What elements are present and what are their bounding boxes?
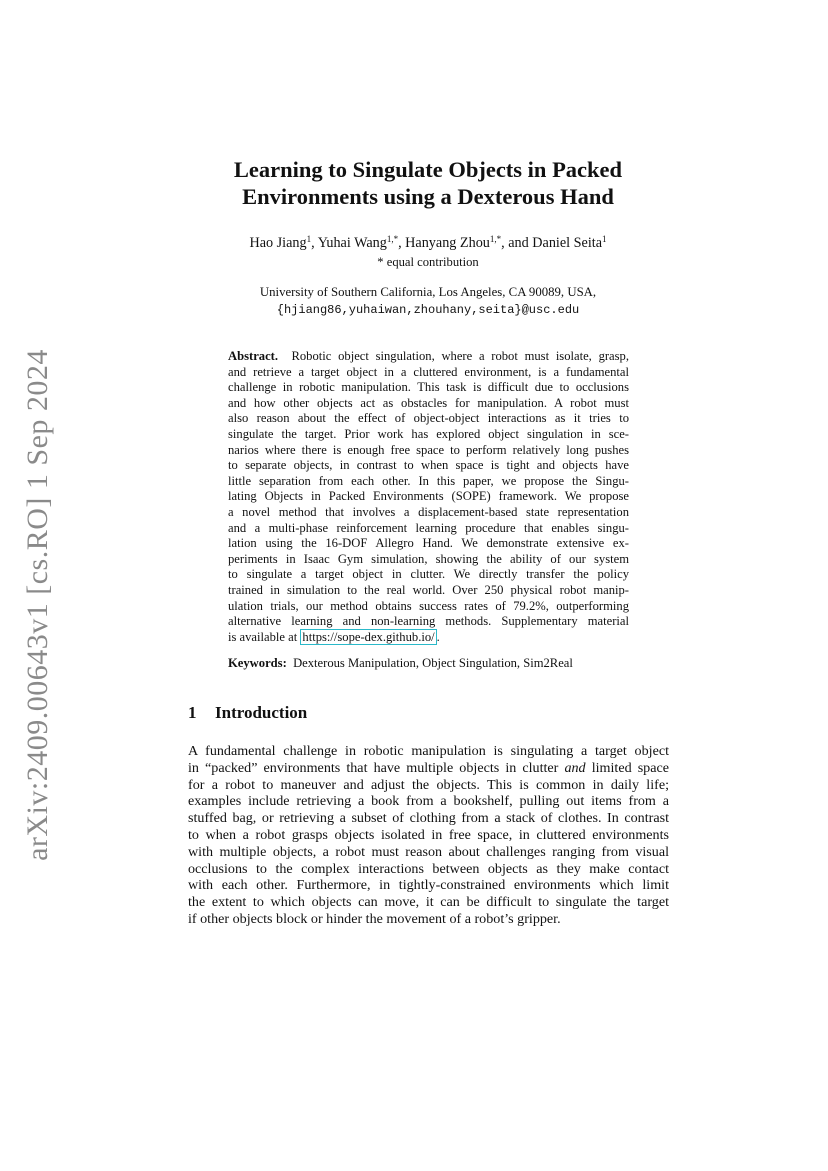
abstract-period: . <box>436 629 440 644</box>
abstract-line: to separate objects, in contrast to when space is tight and objects have <box>228 458 629 473</box>
keywords-line <box>228 656 629 671</box>
abstract-line: also reason about the effect of object-object interactions as it tries to <box>228 411 629 426</box>
abstract-line: alternative learning and non-learning methods. Supplementary material <box>228 614 629 629</box>
body-line: to when a robot grasps objects isolated in free space, in cluttered environments <box>188 826 669 843</box>
section-number: 1 <box>188 703 197 722</box>
title-line-1: Learning to Singulate Objects in Packed <box>233 157 623 182</box>
author-list: Hao Jiang$^1$, Yuhai Wang$^{1,*}$, Hanyang Zhou$^{1,*}$, and Daniel Seita$^1$ <box>249 234 607 251</box>
equal-contribution-note: * equal contribution <box>377 255 479 269</box>
author-affiliation-mark: 1 <box>602 234 607 244</box>
body-line: with each other. Furthermore, in tightly-constrained environments which limit <box>188 877 669 894</box>
abstract-line: lation using the 16-DOF Allegro Hand. We demonstrate extensive ex- <box>228 536 629 551</box>
abstract-text: Robotic object singulation, where a robot must isolate, grasp, <box>291 349 629 363</box>
author-affiliation-mark: 1,* <box>386 234 399 244</box>
keywords-text: Dexterous Manipulation, Object Singulation, Sim2Real <box>293 656 573 670</box>
emphasized-word: and <box>564 759 586 776</box>
abstract-line: and a multi-phase reinforcement learning procedure that enables singu- <box>228 520 629 535</box>
abstract-line: a novel method that involves a displacement-based state representation <box>228 504 629 519</box>
arxiv-identifier-stamp <box>18 349 58 861</box>
abstract-line: to singulate a target object in clutter. We directly transfer the policy <box>228 567 629 582</box>
body-line: examples include retrieving a book from a bookshelf, pulling out items from a <box>188 793 669 810</box>
abstract-section <box>228 349 629 645</box>
body-line: for a robot to maneuver and adjust the objects. This is common in daily life; <box>188 776 669 793</box>
affiliation-block <box>160 284 696 319</box>
abstract-line: singulate the target. Prior work has explored object singulation in sce- <box>228 426 629 441</box>
section-heading <box>188 703 307 723</box>
institution-line: University of Southern California, Los Angeles, CA 90089, USA, <box>259 285 597 299</box>
author-name: Yuhai Wang <box>317 235 387 251</box>
abstract-heading: Abstract. <box>228 349 279 363</box>
paper-title <box>160 156 696 210</box>
section-title: Introduction <box>215 703 308 722</box>
body-line-with-emphasis <box>188 760 669 777</box>
author-affiliation-mark: 1,* <box>489 234 502 244</box>
author-name: Daniel Seita <box>532 235 603 251</box>
title-line-2: Environments using a Dexterous Hand <box>242 184 614 209</box>
body-line: occlusions to the complex interactions between objects as they make contact <box>188 860 669 877</box>
body-line: stuffed bag, or retrieving a subset of clothing from a stack of clothes. In contrast <box>188 810 669 827</box>
abstract-line: narios where there is enough free space to perform relatively long pushes <box>228 442 629 457</box>
body-line: the extent to which objects can move, it can be difficult to singulate the target <box>188 894 669 911</box>
abstract-link-prefix: is available at <box>228 629 298 644</box>
email-line: {hjiang86,yuhaiwan,zhouhany,seita}@usc.edu <box>276 302 580 317</box>
abstract-last-line <box>228 630 629 646</box>
keywords-heading: Keywords: <box>228 656 287 670</box>
body-line: with multiple objects, a robot must reason about challenges ranging from visual <box>188 843 669 860</box>
author-name: Hanyang Zhou <box>405 235 490 251</box>
author-affiliation-mark: 1 <box>306 234 312 244</box>
introduction-paragraph <box>188 743 669 928</box>
abstract-line: challenge in robotic manipulation. This task is difficult due to occlusions <box>228 380 629 395</box>
abstract-first-line <box>228 349 629 365</box>
supplementary-link[interactable]: https://sope-dex.github.io/ <box>302 629 435 644</box>
body-text-segment: limited space <box>591 759 669 776</box>
abstract-line: trained in simulation to the real world. Over 250 physical robot manip- <box>228 582 629 597</box>
abstract-line: ulation trials, our method obtains success rates of 79.2%, outperforming <box>228 598 629 613</box>
abstract-line: and how other objects act as obstacles for manipulation. A robot must <box>228 395 629 410</box>
abstract-line: periments in Isaac Gym simulation, showing the ability of our system <box>228 551 629 566</box>
body-line: A fundamental challenge in robotic manipulation is singulating a target object <box>188 743 669 759</box>
body-line: if other objects block or hinder the movement of a robot’s gripper. <box>188 910 561 927</box>
author-name: Hao Jiang <box>249 235 307 251</box>
author-conjunction: and <box>508 235 529 251</box>
abstract-line: lating Objects in Packed Environments (SOPE) framework. We propose <box>228 489 629 504</box>
body-text-segment: in “packed” environments that have multiple objects in clutter <box>188 759 559 776</box>
abstract-line: little separation from each other. In this paper, we propose the Singu- <box>228 473 629 488</box>
arxiv-identifier-text: arXiv:2409.00643v1 [cs.RO] 1 Sep 2024 <box>21 349 55 861</box>
abstract-line: and retrieve a target object in a cluttered environment, is a fundamental <box>228 364 629 379</box>
